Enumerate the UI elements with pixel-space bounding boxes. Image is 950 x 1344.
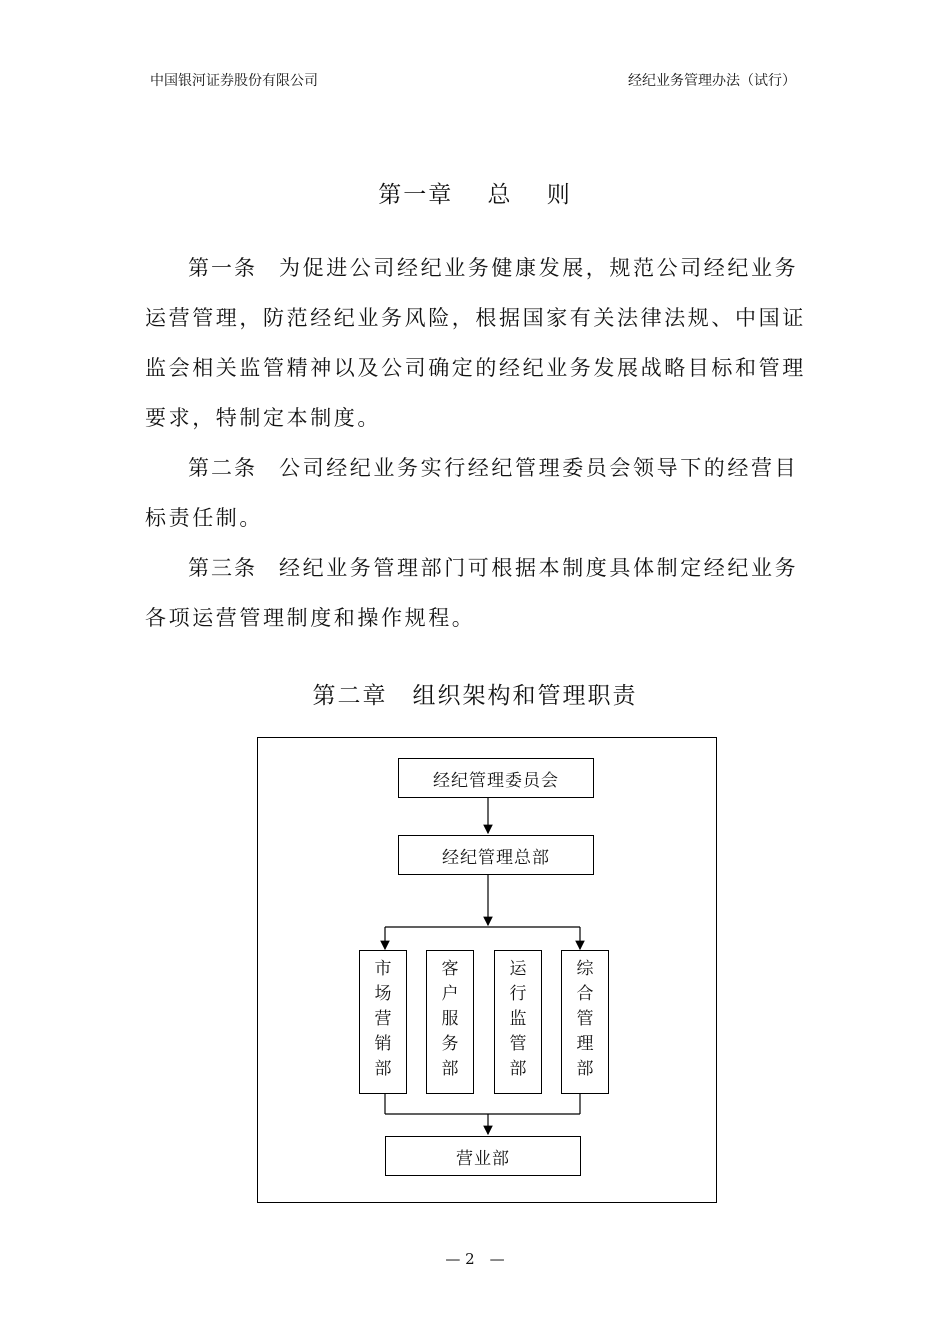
article-2-label: 第二条 <box>188 456 257 480</box>
chapter-2-title: 第二章 组织架构和管理职责 <box>312 683 638 709</box>
org-box-headquarters: 经纪管理总部 <box>398 835 594 875</box>
dept-4-label: 综 合 管 理 部 <box>576 959 594 1079</box>
article-3 <box>145 543 807 643</box>
org-box-dept-customer-service <box>426 950 474 1094</box>
article-1-text: 为促进公司经纪业务健康发展，规范公司经纪业务运营管理，防范经纪业务风险，根据国家有关法律法规、中国证监会相关监管精神以及公司确定的经纪业务发展战略目标和管理要求，特制定本制度。 <box>145 256 806 430</box>
dept-2-label: 客 户 服 务 部 <box>441 959 459 1079</box>
org-chart-connectors <box>258 738 718 1204</box>
chapter-1-title: 第一章 总 则 <box>378 182 572 208</box>
article-2 <box>145 443 807 543</box>
org-box-dept-operations <box>494 950 542 1094</box>
article-3-label: 第三条 <box>188 556 257 580</box>
article-1 <box>145 243 807 443</box>
article-1-label: 第一条 <box>188 256 257 280</box>
org-box-dept-marketing <box>359 950 407 1094</box>
article-2-text: 公司经纪业务实行经纪管理委员会领导下的经营目标责任制。 <box>145 456 799 530</box>
header-document-title: 经纪业务管理办法（试行） <box>628 73 796 89</box>
page-number: — 2 — <box>445 1250 505 1268</box>
org-box-branch: 营业部 <box>385 1136 581 1176</box>
dept-3-label: 运 行 监 管 部 <box>509 959 527 1079</box>
org-box-committee: 经纪管理委员会 <box>398 758 594 798</box>
org-box-dept-general-admin <box>561 950 609 1094</box>
header-company-name: 中国银河证券股份有限公司 <box>150 73 318 89</box>
article-3-text: 经纪业务管理部门可根据本制度具体制定经纪业务各项运营管理制度和操作规程。 <box>145 556 799 630</box>
org-chart <box>257 737 717 1203</box>
dept-1-label: 市 场 营 销 部 <box>374 959 392 1079</box>
